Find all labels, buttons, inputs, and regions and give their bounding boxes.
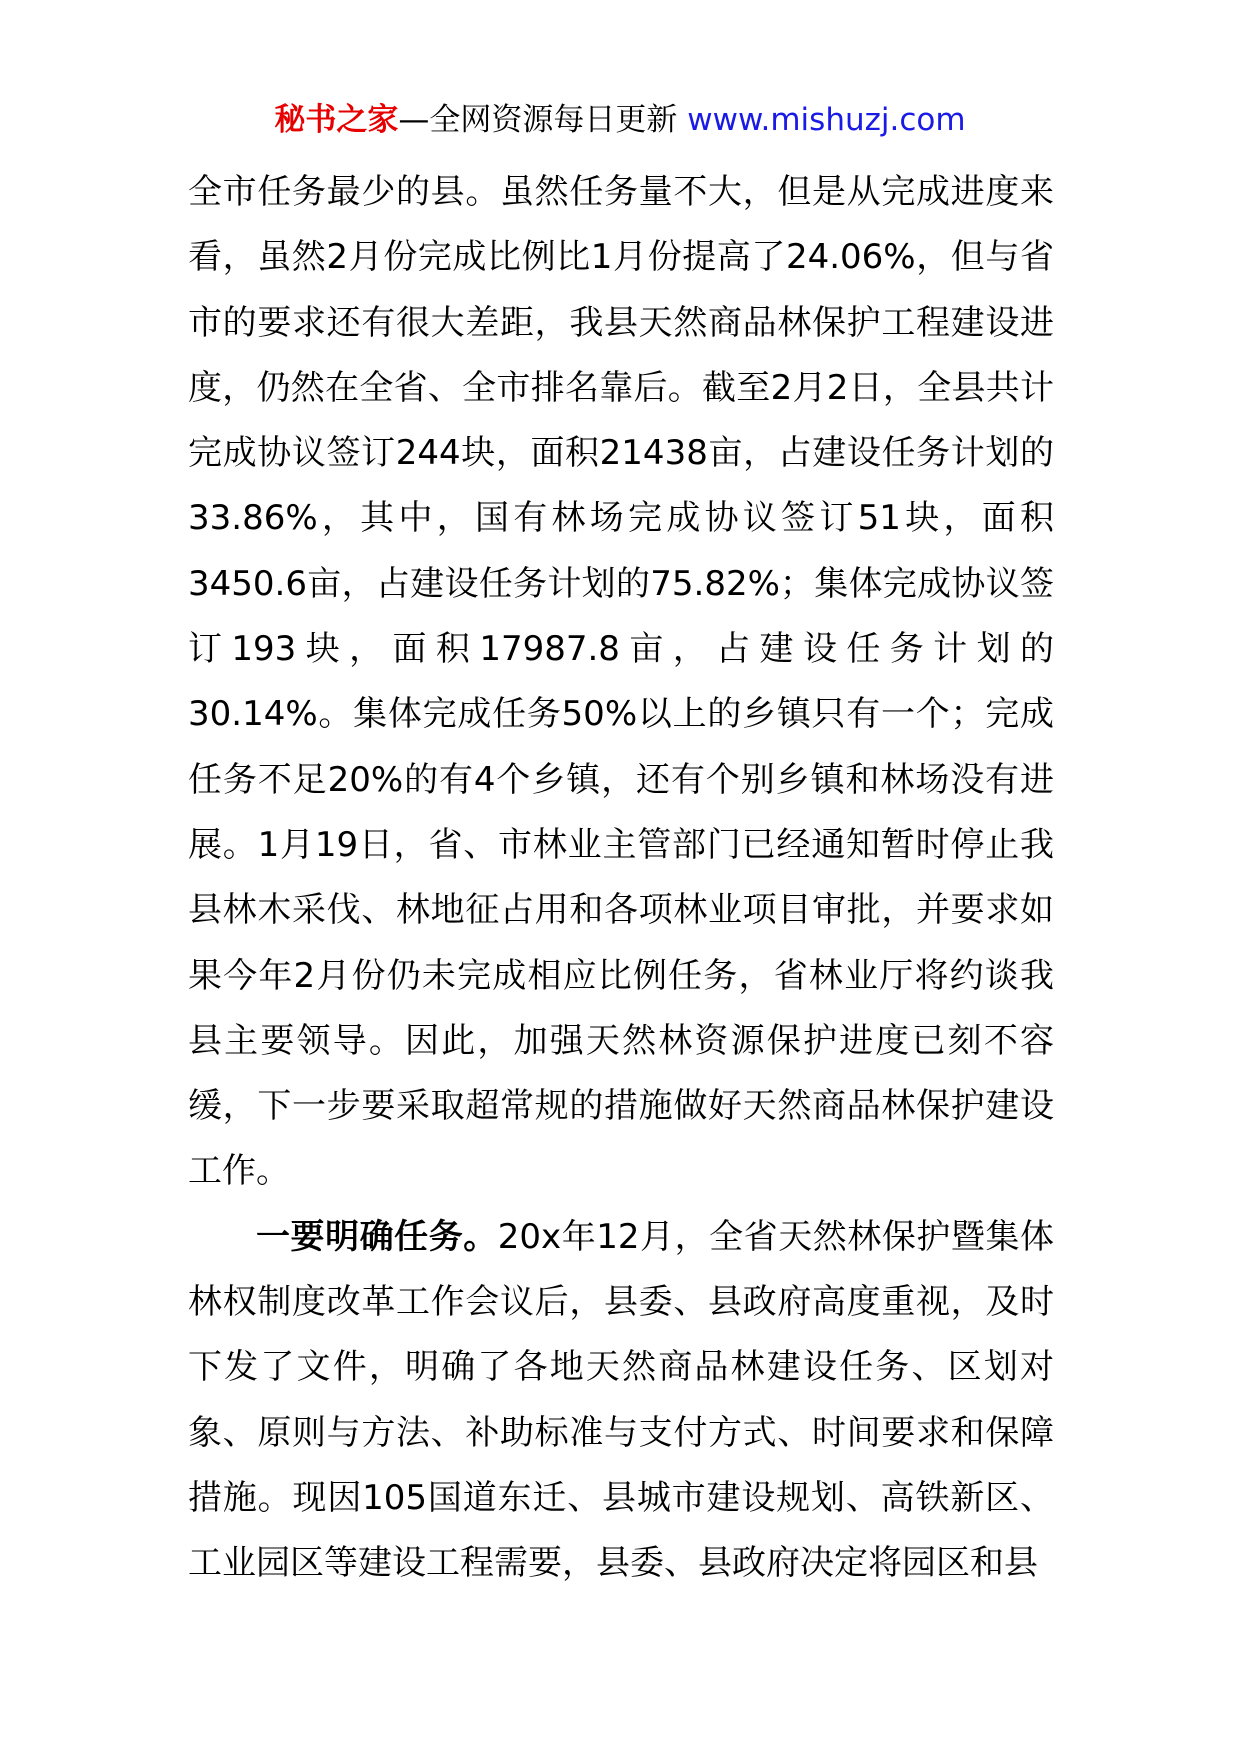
paragraph-continuation: 全市任务最少的县。虽然任务量不大，但是从完成进度来看，虽然2月份完成比例比1月份提高了24.06%，但与省市的要求还有很大差距，我县天然商品林保护工程建设进度，仍然在全省、全市排名靠后。截至2月2日，全县共计完成协议签订244块，面积21438亩，占建设任务计划的33.86%，其中，国有林场完成协议签订51块，面积3450.6亩，占建设任务计划的75.82%；集体完成协议签订193块，面积17987.8亩，占建设任务计划的30.14%。集体完成任务50%以上的乡镇只有一个；完成任务不足20%的有4个乡镇，还有个别乡镇和林场没有进展。1月19日，省、市林业主管部门已经通知暂时停止我县林木采伐、林地征占用和各项林业项目审批，并要求如果今年2月份仍未完成相应比例任务，省林业厅将约谈我县主要领导。因此，加强天然林资源保护进度已刻不容缓，下一步要采取超常规的措施做好天然商品林保护建设工作。 <box>188 172 1054 1192</box>
document-body <box>188 160 1054 1597</box>
brand-name: 秘书之家 <box>274 102 399 138</box>
paragraph-section-one <box>188 1205 1054 1597</box>
section-lead-heading: 一要明确任务。 <box>256 1216 498 1257</box>
section-body-text: 20x年12月，全省天然林保护暨集体林权制度改革工作会议后，县委、县政府高度重视，及时下发了文件，明确了各地天然商品林建设任务、区划对象、原则与方法、补助标准与支付方式、时间要求和保障措施。现因105国道东迁、县城市建设规划、高铁新区、工业园区等建设工程需要，县委、县政府决定将园区和县 <box>188 1216 1054 1584</box>
site-url-link[interactable]: www.mishuzj.com <box>687 102 966 138</box>
header-tagline: —全网资源每日更新 <box>398 102 688 138</box>
site-header <box>0 100 1240 140</box>
